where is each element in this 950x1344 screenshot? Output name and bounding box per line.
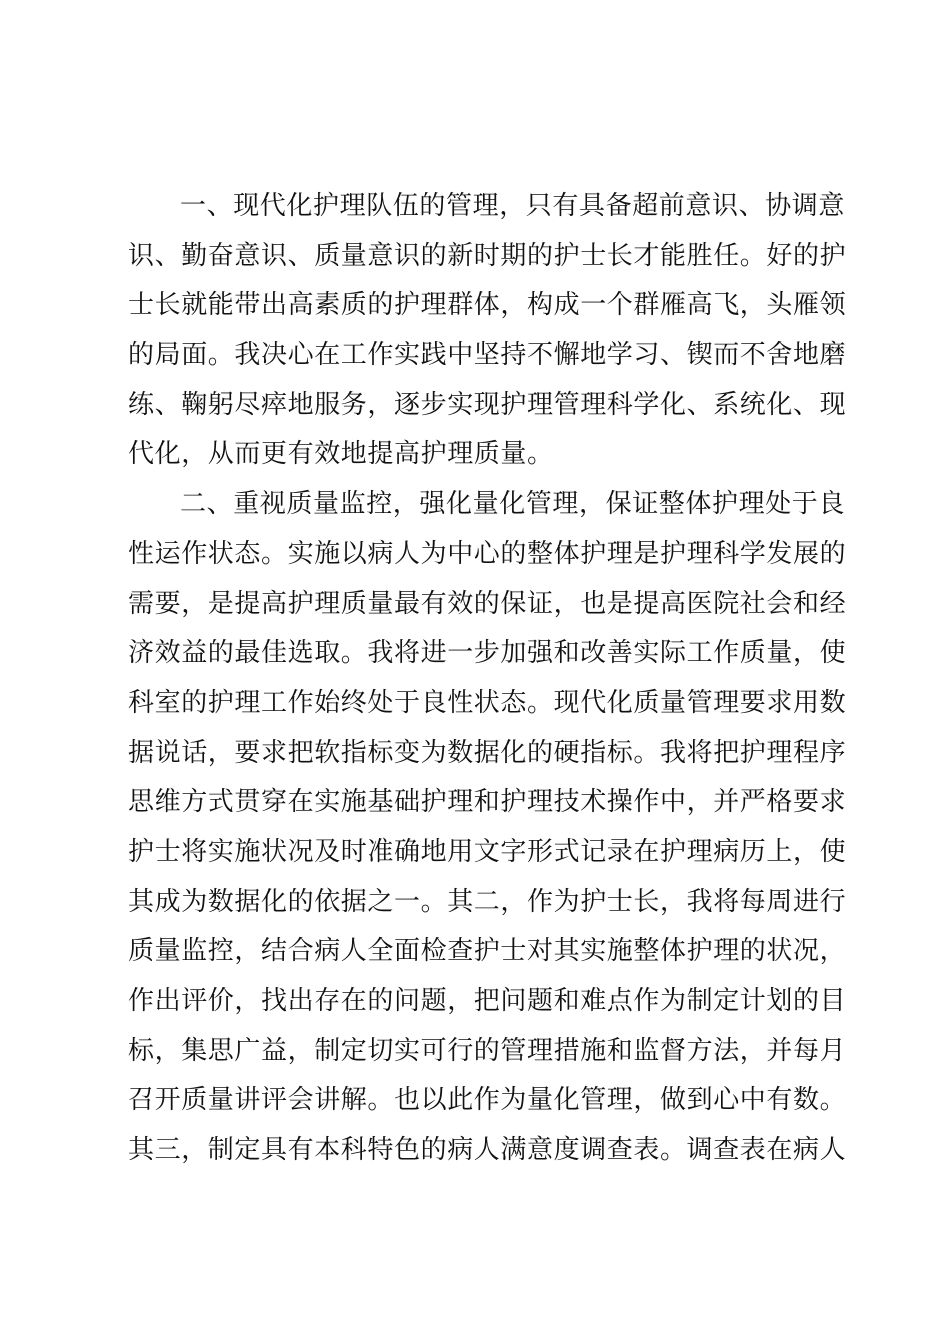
paragraph-2 (128, 480, 847, 1176)
text-line: 召开质量讲评会讲解。也以此作为量化管理，做到心中有数。 (128, 1085, 847, 1116)
text-line: 据说话，要求把软指标变为数据化的硬指标。我将把护理程序 (128, 737, 847, 768)
text-line: 其三，制定具有本科特色的病人满意度调查表。调查表在病人 (128, 1135, 847, 1166)
text-line: 标，集思广益，制定切实可行的管理措施和监督方法，并每月 (128, 1035, 847, 1066)
text-line: 一、现代化护理队伍的管理，只有具备超前意识、协调意 (180, 191, 846, 221)
text-line: 性运作状态。实施以病人为中心的整体护理是护理科学发展的 (128, 538, 847, 569)
text-line: 的局面。我决心在工作实践中坚持不懈地学习、锲而不舍地磨 (128, 340, 847, 371)
text-line: 其成为数据化的依据之一。其二，作为护士长，我将每周进行 (128, 886, 847, 917)
paragraph-1 (128, 182, 847, 480)
text-line: 作出评价，找出存在的问题，把问题和难点作为制定计划的目 (128, 986, 847, 1016)
text-line: 济效益的最佳选取。我将进一步加强和改善实际工作质量，使 (128, 638, 847, 669)
text-line: 代化，从而更有效地提高护理质量。 (128, 439, 554, 470)
text-line: 科室的护理工作始终处于良性状态。现代化质量管理要求用数 (128, 687, 847, 718)
text-line: 识、勤奋意识、质量意识的新时期的护士长才能胜任。好的护 (128, 240, 847, 271)
text-line: 质量监控，结合病人全面检查护士对其实施整体护理的状况， (128, 936, 847, 967)
text-line: 士长就能带出高素质的护理群体，构成一个群雁高飞，头雁领 (128, 290, 847, 321)
text-line: 练、鞠躬尽瘁地服务，逐步实现护理管理科学化、系统化、现 (128, 389, 847, 420)
text-line: 二、重视质量监控，强化量化管理，保证整体护理处于良 (180, 489, 846, 520)
text-line: 需要，是提高护理质量最有效的保证，也是提高医院社会和经 (128, 588, 847, 619)
text-line: 思维方式贯穿在实施基础护理和护理技术操作中，并严格要求 (128, 787, 847, 818)
text-line: 护士将实施状况及时准确地用文字形式记录在护理病历上，使 (128, 836, 847, 867)
document-body (128, 182, 847, 1176)
